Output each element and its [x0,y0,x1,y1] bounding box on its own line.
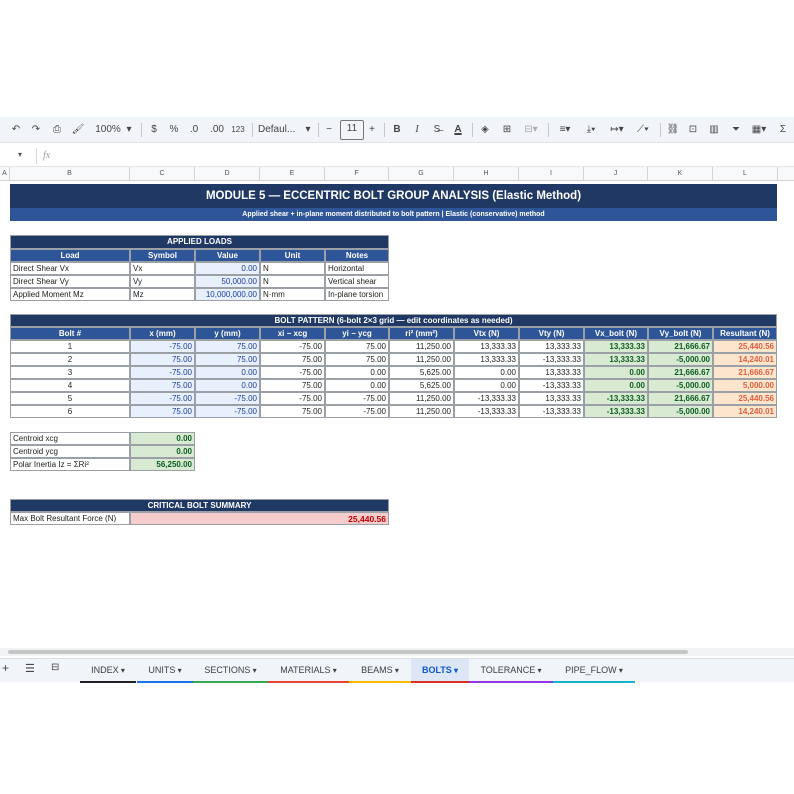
vertical-align-icon[interactable]: ⤓▾ [586,124,596,135]
bolt-vtx-cell[interactable]: 13,333.33 [454,353,519,366]
bolt-dx-cell[interactable]: 75.00 [260,379,325,392]
bolt-vx-cell[interactable]: 13,333.33 [584,353,648,366]
centroid-ycg-label: Centroid ycg [10,445,130,458]
bolt-x-input-cell[interactable]: 75.00 [130,379,195,392]
font-size-input[interactable]: 11 [340,120,364,140]
bolt-vy-cell[interactable]: 21,666.67 [648,366,713,379]
column-label: yi − ycg [325,327,389,340]
all-sheets-icon[interactable]: ☰ [25,663,35,675]
bolt-dy-cell[interactable]: 0.00 [325,366,389,379]
bolt-vy-cell[interactable]: 21,666.67 [648,340,713,353]
horizontal-align-icon[interactable]: ≡▾ [559,124,571,135]
sheet-tab-bolts[interactable] [411,659,469,683]
column-header-e[interactable]: E [260,167,325,181]
centroid-ycg-value[interactable]: 0.00 [130,445,195,458]
load-symbol-cell[interactable]: Vx [130,262,195,275]
column-label: Vtx (N) [454,327,519,340]
sheet-tab-bar [0,658,794,682]
bolt-r2-cell[interactable]: 11,250.00 [389,405,454,418]
column-label: Unit [260,249,325,262]
functions-button[interactable]: Σ [779,124,787,135]
column-header-a[interactable]: A [0,167,10,181]
bolt-vy-cell[interactable]: -5,000.00 [648,379,713,392]
paint-format-icon[interactable]: 🖌 [71,124,85,135]
bolt-resultant-cell[interactable]: 21,666.67 [713,366,777,379]
bolt-dy-cell[interactable]: 0.00 [325,379,389,392]
sheet-tab-label: INDEX [91,665,119,675]
page-title: MODULE 5 — ECCENTRIC BOLT GROUP ANALYSIS (Elastic Method) [10,184,777,208]
bolt-resultant-cell[interactable]: 25,440.56 [713,392,777,405]
bolt-r2-cell[interactable]: 11,250.00 [389,392,454,405]
text-wrap-icon[interactable]: ↦▾ [610,124,624,135]
chevron-down-icon[interactable]: ▾ [175,666,182,675]
bolt-vtx-cell[interactable]: -13,333.33 [454,405,519,418]
bolt-number-cell[interactable]: 6 [10,405,130,418]
borders-icon[interactable]: ⊞ [502,124,512,135]
page-subtitle: Applied shear + in-plane moment distributed to bolt pattern | Elastic (conservative) method [10,208,777,221]
toolbar-divider [384,123,385,137]
bolt-vy-cell[interactable]: 21,666.67 [648,392,713,405]
sheet-tab-label: PIPE_FLOW [565,665,617,675]
insert-comment-icon[interactable]: ⊡ [688,124,698,135]
bolt-vx-cell[interactable]: -13,333.33 [584,405,648,418]
bolt-vty-cell[interactable]: -13,333.33 [519,353,584,366]
bolt-number-cell[interactable]: 5 [10,392,130,405]
bold-button[interactable]: B [393,124,401,135]
load-name-cell[interactable]: Applied Moment Mz [10,288,130,301]
max-resultant-label: Max Bolt Resultant Force (N) [10,512,130,525]
bolt-vty-cell[interactable]: 13,333.33 [519,366,584,379]
bolt-vty-cell[interactable]: 13,333.33 [519,340,584,353]
bolt-vtx-cell[interactable]: -13,333.33 [454,392,519,405]
sheet-tab-label: TOLERANCE [480,665,536,675]
strikethrough-icon[interactable]: S̶ [433,124,441,135]
bolt-vty-cell[interactable]: -13,333.33 [519,405,584,418]
bolt-y-input-cell[interactable]: 0.00 [195,366,260,379]
toolbar-divider [660,123,661,137]
sheet-tab-materials[interactable] [268,659,349,683]
chevron-down-icon[interactable]: ▾ [535,666,542,675]
bolt-dx-cell[interactable]: 75.00 [260,353,325,366]
formula-input[interactable] [62,149,782,164]
column-header-l[interactable]: L [713,167,778,181]
column-header-j[interactable]: J [584,167,648,181]
sheet-tab-color-bar [193,681,268,683]
insert-chart-icon[interactable]: ▥ [709,124,719,135]
sheet-tab-color-bar [137,681,193,683]
bolt-y-input-cell[interactable]: -75.00 [195,405,260,418]
load-name-cell[interactable]: Direct Shear Vx [10,262,130,275]
bolt-dy-cell[interactable]: -75.00 [325,392,389,405]
bolt-r2-cell[interactable]: 5,625.00 [389,379,454,392]
bolt-r2-cell[interactable]: 11,250.00 [389,340,454,353]
horizontal-scrollbar[interactable] [0,648,794,656]
bolt-number-cell[interactable]: 1 [10,340,130,353]
chevron-down-icon[interactable]: ▾ [305,124,311,135]
sheet-tab-pipe-flow[interactable] [553,659,635,683]
bolt-dy-cell[interactable]: 75.00 [325,340,389,353]
bolt-dy-cell[interactable]: 75.00 [325,353,389,366]
column-label: xi − xcg [260,327,325,340]
column-header-g[interactable]: G [389,167,454,181]
chevron-down-icon[interactable]: ▾ [126,124,132,135]
column-header-f[interactable]: F [325,167,389,181]
insert-link-icon[interactable]: ⛓ [666,124,680,135]
bolt-vy-cell[interactable]: -5,000.00 [648,405,713,418]
sheet-tab-label: BEAMS [361,665,393,675]
italic-button[interactable]: I [415,124,419,135]
bolt-r2-cell[interactable]: 11,250.00 [389,353,454,366]
bolt-x-input-cell[interactable]: -75.00 [130,392,195,405]
load-unit-cell[interactable]: N·mm [260,288,325,301]
increase-decimal-button[interactable]: .00 [210,124,224,135]
load-symbol-cell[interactable]: Mz [130,288,195,301]
bolt-number-cell[interactable]: 2 [10,353,130,366]
bolt-y-input-cell[interactable]: -75.00 [195,392,260,405]
bolt-vx-cell[interactable]: -13,333.33 [584,392,648,405]
column-label: Vty (N) [519,327,584,340]
load-unit-cell[interactable]: N [260,262,325,275]
load-symbol-cell[interactable]: Vy [130,275,195,288]
column-label: Bolt # [10,327,130,340]
bolt-vtx-cell[interactable]: 13,333.33 [454,340,519,353]
chevron-down-icon[interactable]: ▾ [451,666,459,675]
load-notes-cell[interactable]: In-plane torsion [325,288,389,301]
bolt-dy-cell[interactable]: -75.00 [325,405,389,418]
merge-cells-icon[interactable]: ⊟▾ [524,124,538,135]
bolt-vtx-cell[interactable]: 0.00 [454,379,519,392]
sheet-tab-label: MATERIALS [280,665,331,675]
load-notes-cell[interactable]: Horizontal [325,262,389,275]
bolt-y-input-cell[interactable]: 75.00 [195,353,260,366]
toolbar [0,117,794,143]
font-family-select[interactable]: Defaul... [258,124,296,135]
bolt-dx-cell[interactable]: -75.00 [260,340,325,353]
sheet-tab-label: UNITS [148,665,176,675]
column-label: Load [10,249,130,262]
load-value-input[interactable]: 10,000,000.00 [195,288,260,301]
polar-inertia-label: Polar Inertia Iz = ΣRi² [10,458,130,471]
column-header-i[interactable]: I [519,167,584,181]
bolt-dx-cell[interactable]: -75.00 [260,392,325,405]
sheet-tab-tolerance[interactable] [469,659,553,683]
sheet-tab-color-bar [268,681,349,683]
column-label: Resultant (N) [713,327,777,340]
column-header-b[interactable]: B [10,167,130,181]
add-sheet-icon[interactable]: + [2,661,10,675]
sheet-tab-color-bar [349,681,411,683]
toolbar-divider [472,123,473,137]
toolbar-divider [141,123,142,137]
decrease-font-size-button[interactable]: − [326,124,332,135]
bolt-y-input-cell[interactable]: 75.00 [195,340,260,353]
undo-icon[interactable]: ↶ [11,124,21,135]
bolt-number-cell[interactable]: 3 [10,366,130,379]
centroid-xcg-label: Centroid xcg [10,432,130,445]
column-label: ri² (mm²) [389,327,454,340]
toolbar-divider [548,123,549,137]
chevron-down-icon[interactable]: ▾ [330,666,337,675]
column-label: Value [195,249,260,262]
column-header-h[interactable]: H [454,167,519,181]
filter-icon[interactable]: ⏷ [732,124,740,135]
toolbar-divider [318,123,319,137]
scrollbar-thumb[interactable] [8,650,688,654]
column-label: Notes [325,249,389,262]
column-label: Symbol [130,249,195,262]
bolt-vx-cell[interactable]: 0.00 [584,379,648,392]
load-value-input[interactable]: 0.00 [195,262,260,275]
bolt-x-input-cell[interactable]: 75.00 [130,405,195,418]
bolt-x-input-cell[interactable]: -75.00 [130,340,195,353]
bolt-r2-cell[interactable]: 5,625.00 [389,366,454,379]
currency-format-button[interactable]: $ [151,124,157,135]
bolt-vty-cell[interactable]: 13,333.33 [519,392,584,405]
chevron-down-icon[interactable]: ▾ [616,666,623,675]
bolt-dx-cell[interactable]: 75.00 [260,405,325,418]
text-rotation-icon[interactable]: ⟋▾ [637,124,649,135]
print-icon[interactable]: ⎙ [53,124,61,135]
sheet-tab-label: BOLTS [421,665,452,675]
sheet-tab-color-bar [80,681,136,683]
applied-loads-header: APPLIED LOADS [10,235,389,249]
sheet-tab-beams[interactable] [349,659,411,683]
number-format-button[interactable]: 123 [231,125,245,134]
bolt-vx-cell[interactable]: 0.00 [584,366,648,379]
bolt-resultant-cell[interactable]: 14,240.01 [713,405,777,418]
bolt-vtx-cell[interactable]: 0.00 [454,366,519,379]
sheet-tab-color-bar [411,681,469,683]
function-icon: fx [43,150,51,161]
bolt-vx-cell[interactable]: 13,333.33 [584,340,648,353]
text-color-button[interactable]: A [454,124,462,135]
sheet-tab-index[interactable] [80,659,136,683]
bolt-number-cell[interactable]: 4 [10,379,130,392]
bolt-y-input-cell[interactable]: 0.00 [195,379,260,392]
chevron-down-icon[interactable]: ▾ [118,666,125,675]
formula-bar [0,147,794,167]
column-label: y (mm) [195,327,260,340]
column-header-c[interactable]: C [130,167,195,181]
divider [36,148,37,164]
load-value-input[interactable]: 50,000.00 [195,275,260,288]
toolbar-divider [252,123,253,137]
increase-font-size-button[interactable]: + [369,124,375,135]
bolt-resultant-cell[interactable]: 14,240.01 [713,353,777,366]
sheet-tab-color-bar [469,681,553,683]
column-header-d[interactable]: D [195,167,260,181]
load-unit-cell[interactable]: N [260,275,325,288]
chevron-down-icon[interactable]: ▾ [18,150,23,159]
sheet-tab-units[interactable] [137,659,193,683]
chevron-down-icon[interactable]: ▾ [392,666,399,675]
bolt-pattern-header: BOLT PATTERN (6-bolt 2×3 grid — edit coordinates as needed) [10,314,777,327]
critical-summary-header: CRITICAL BOLT SUMMARY [10,499,389,512]
bolt-resultant-cell[interactable]: 25,440.56 [713,340,777,353]
column-header-k[interactable]: K [648,167,713,181]
sheet-tab-color-bar [553,681,635,683]
column-label: x (mm) [130,327,195,340]
polar-inertia-value[interactable]: 56,250.00 [130,458,195,471]
max-resultant-value[interactable]: 25,440.56 [130,512,389,525]
decrease-decimal-button[interactable]: .0 [189,124,199,135]
column-label: Vy_bolt (N) [648,327,713,340]
load-notes-cell[interactable]: Vertical shear [325,275,389,288]
sheet-tab-label: SECTIONS [204,665,251,675]
zoom-select[interactable]: 100% [95,124,121,135]
chevron-down-icon[interactable]: ▾ [250,666,257,675]
filter-views-icon[interactable]: ▦▾ [751,124,767,135]
percent-format-button[interactable]: % [169,124,179,135]
bolt-vy-cell[interactable]: -5,000.00 [648,353,713,366]
column-label: Vx_bolt (N) [584,327,648,340]
column-headers [0,167,794,181]
bolt-x-input-cell[interactable]: 75.00 [130,353,195,366]
bolt-x-input-cell[interactable]: -75.00 [130,366,195,379]
bolt-vty-cell[interactable]: -13,333.33 [519,379,584,392]
sheet-list-icon[interactable]: ⊟ [51,662,60,673]
redo-icon[interactable]: ↷ [31,124,41,135]
sheet-tab-sections[interactable] [193,659,268,683]
bolt-resultant-cell[interactable]: 5,000.00 [713,379,777,392]
centroid-xcg-value[interactable]: 0.00 [130,432,195,445]
load-name-cell[interactable]: Direct Shear Vy [10,275,130,288]
fill-color-icon[interactable]: ◈ [481,124,489,135]
bolt-dx-cell[interactable]: -75.00 [260,366,325,379]
